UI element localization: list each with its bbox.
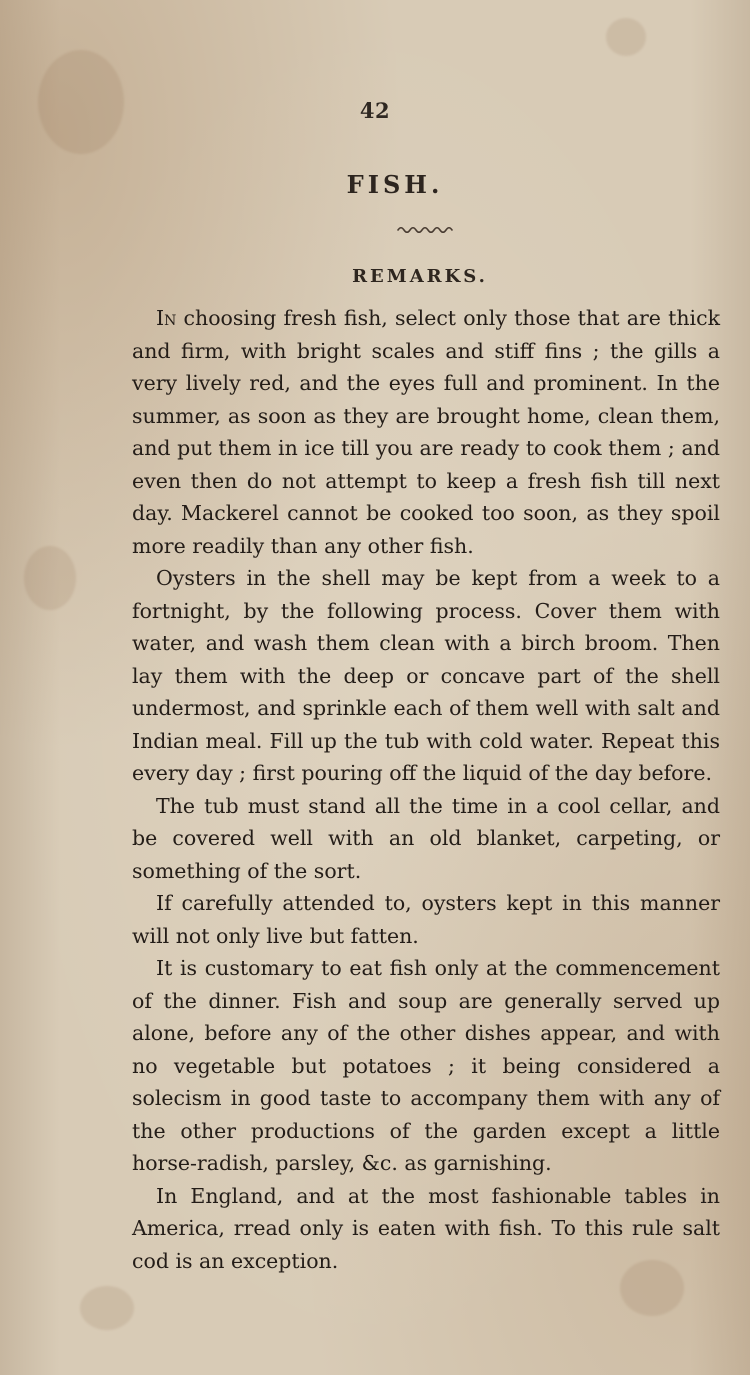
- paper-stain: [80, 1286, 134, 1330]
- paragraph: In England, and at the most fashionable tables in America, rread only is eaten with fish. To this rule salt cod is an exception.: [132, 1183, 720, 1273]
- paragraph: If carefully attended to, oysters kept in this manner will not only live but fatten.: [132, 891, 720, 948]
- wavy-rule-ornament-icon: [397, 226, 453, 234]
- section-heading: REMARKS.: [352, 266, 488, 287]
- paragraph-text: choosing fresh fish, select only those that are thick and firm, with bright scales and stiff fins ; the gills a very lively red, and the eyes full and prominent. In the summer, as soon as they are brought home, clean them, and put them in ice till you are ready to cook them ; and even then do not attempt to keep a fresh fish till next day. Mackerel cannot be cooked too soon, as they spoil more readily than any other fish.: [132, 306, 720, 558]
- page-number: 42: [359, 98, 391, 123]
- paragraph-lead: In: [156, 306, 177, 330]
- paragraph: Oysters in the shell may be kept from a week to a fortnight, by the following process. Cover them with water, and wash them clean with a birch broom. Then lay them with the deep or concave part of the shell undermost, and sprinkle each of them well with salt and Indian meal. Fill up the tub with cold water. Repeat this every day ; first pouring off the liquid of the day before.: [132, 566, 720, 785]
- paper-stain: [606, 18, 646, 56]
- paper-stain: [24, 546, 76, 610]
- chapter-title: FISH.: [346, 170, 444, 199]
- paragraph: [132, 302, 720, 562]
- paragraph: The tub must stand all the time in a cool cellar, and be covered well with an old blanket, carpeting, or something of the sort.: [132, 793, 720, 883]
- paragraph: It is customary to eat fish only at the commencement of the dinner. Fish and soup are generally served up alone, before any of the other dishes appear, and with no vegetable but potatoes ; it being considered a solecism in good taste to accompany them with any of the other productions of the garden except a little horse-radish, parsley, &c. as garnishing.: [132, 956, 720, 1175]
- body-text: [132, 302, 720, 1277]
